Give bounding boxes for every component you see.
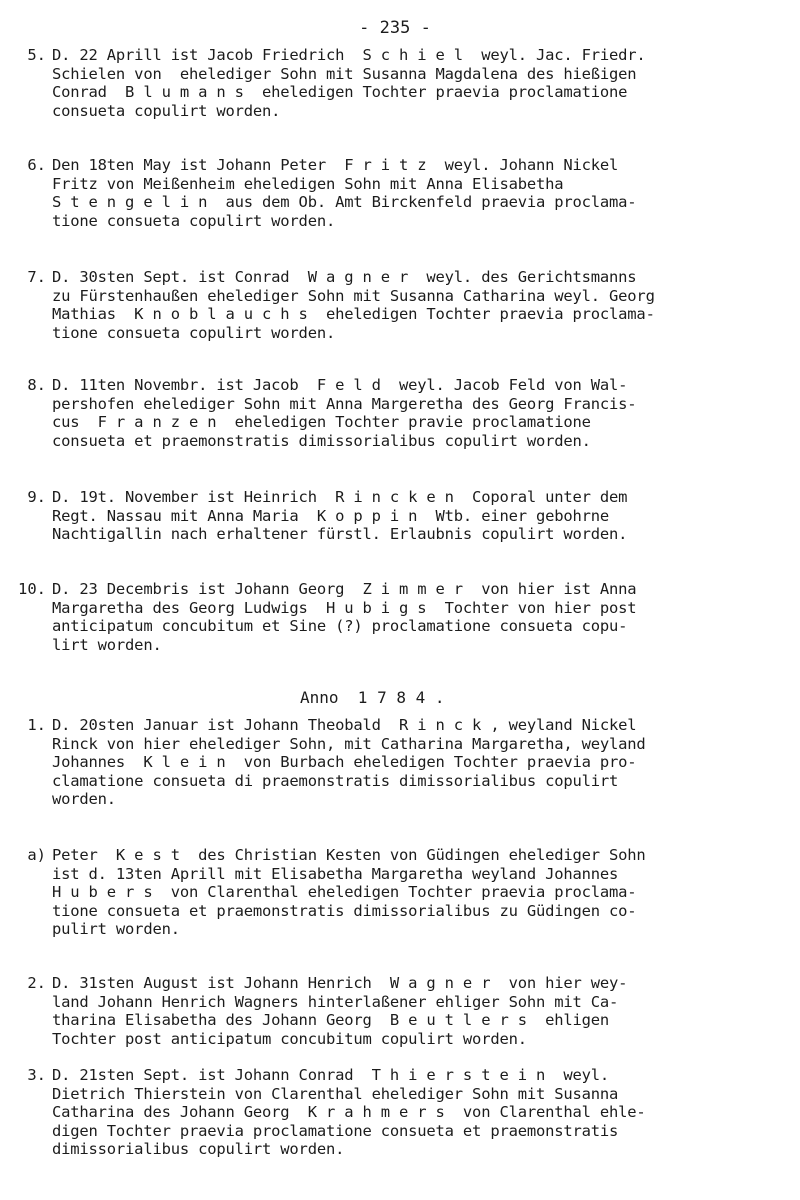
entry-line: lirt worden.: [52, 635, 162, 654]
entry-number: 2.: [27, 974, 46, 992]
entry-text: [52, 156, 798, 230]
entry-number: 9.: [27, 488, 46, 506]
entry-line: D. 30sten Sept. ist Conrad W a g n e r weyl. des Gerichtsmanns: [52, 268, 637, 286]
entry-line: D. 19t. November ist Heinrich R i n c k e n Coporal unter dem: [52, 488, 628, 506]
entry-text: [52, 974, 798, 1048]
entry-line: Regt. Nassau mit Anna Maria K o p p i n Wtb. einer gebohrne: [52, 506, 610, 525]
entry-line: D. 20sten Januar ist Johann Theobald R i n c k , weyland Nickel: [52, 716, 637, 734]
entry-line: D. 31sten August ist Johann Henrich W a g n e r von hier wey-: [52, 974, 628, 992]
page-number: - 235 -: [359, 18, 431, 38]
entry-line: Peter K e s t des Christian Kesten von Güdingen ehelediger Sohn: [52, 846, 646, 864]
entry-text: [52, 580, 798, 654]
entry-text: [52, 488, 798, 544]
entry-text: [52, 716, 798, 809]
entry-line: anticipatum concubitum et Sine (?) proclamatione consueta copu-: [52, 617, 628, 636]
entry-text: [52, 46, 798, 120]
entry-number: 5.: [27, 46, 46, 64]
entry-line: cus F r a n z e n eheledigen Tochter pravie proclamatione: [52, 413, 591, 432]
entry-line: Den 18ten May ist Johann Peter F r i t z weyl. Johann Nickel: [52, 156, 619, 174]
entry-line: Margaretha des Georg Ludwigs H u b i g s Tochter von hier post: [52, 598, 637, 617]
entry-line: Johannes K l e i n von Burbach eheledigen Tochter praevia pro-: [52, 753, 637, 772]
entry-line: Mathias K n o b l a u c h s eheledigen Tochter praevia proclama-: [52, 305, 655, 324]
entry-line: dimissorialibus copulirt worden.: [52, 1140, 345, 1159]
entry-line: D. 11ten Novembr. ist Jacob F e l d weyl. Jacob Feld von Wal-: [52, 376, 628, 394]
entry-line: Catharina des Johann Georg K r a h m e r s von Clarenthal ehle-: [52, 1103, 646, 1122]
entry-line: land Johann Henrich Wagners hinterlaßener ehliger Sohn mit Ca-: [52, 992, 619, 1011]
entry-text: [52, 376, 798, 450]
entry-line: Tochter post anticipatum concubitum copulirt worden.: [52, 1029, 527, 1048]
entry-number: 10.: [18, 580, 46, 598]
entry-line: D. 21sten Sept. ist Johann Conrad T h i e r s t e i n weyl.: [52, 1066, 610, 1084]
entry-line: consueta copulirt worden.: [52, 101, 281, 120]
entry-line: digen Tochter praevia proclamatione consueta et praemonstratis: [52, 1121, 619, 1140]
entry-text: [52, 1066, 798, 1159]
entry-line: pershofen ehelediger Sohn mit Anna Margeretha des Georg Francis-: [52, 394, 637, 413]
entry-number: 8.: [27, 376, 46, 394]
entry-line: tione consueta copulirt worden.: [52, 211, 336, 230]
entry-line: worden.: [52, 790, 116, 809]
entry-number: 1.: [27, 716, 46, 734]
entry-line: Dietrich Thierstein von Clarenthal ehelediger Sohn mit Susanna: [52, 1084, 619, 1103]
entry-line: ist d. 13ten Aprill mit Elisabetha Margaretha weyland Johannes: [52, 864, 619, 883]
entry-line: clamatione consueta di praemonstratis dimissorialibus copulirt: [52, 771, 619, 790]
entry-text: [52, 846, 798, 939]
entry-line: Rinck von hier ehelediger Sohn, mit Catharina Margaretha, weyland: [52, 734, 646, 753]
entry-number: 3.: [27, 1066, 46, 1084]
entry-number: 7.: [27, 268, 46, 286]
entry-number: 6.: [27, 156, 46, 174]
entry-text: [52, 268, 798, 342]
entry-line: D. 23 Decembris ist Johann Georg Z i m m e r von hier ist Anna: [52, 580, 637, 598]
entry-line: Schielen von ehelediger Sohn mit Susanna Magdalena des hießigen: [52, 64, 637, 83]
entry-line: Fritz von Meißenheim eheledigen Sohn mit Anna Elisabetha: [52, 174, 564, 193]
entry-line: tharina Elisabetha des Johann Georg B e u t l e r s ehligen: [52, 1011, 610, 1030]
entry-line: tione consueta copulirt worden.: [52, 323, 336, 342]
entry-line: Nachtigallin nach erhaltener fürstl. Erlaubnis copulirt worden.: [52, 525, 628, 544]
entry-number: a): [27, 846, 46, 864]
entry-line: H u b e r s von Clarenthal eheledigen Tochter praevia proclama-: [52, 883, 637, 902]
entry-line: S t e n g e l i n aus dem Ob. Amt Birckenfeld praevia proclama-: [52, 193, 637, 212]
year-heading: Anno 1 7 8 4 .: [300, 688, 445, 707]
entry-line: D. 22 Aprill ist Jacob Friedrich S c h i e l weyl. Jac. Friedr.: [52, 46, 646, 64]
entry-line: zu Fürstenhaußen ehelediger Sohn mit Susanna Catharina weyl. Georg: [52, 286, 655, 305]
entry-line: tione consueta et praemonstratis dimissorialibus zu Güdingen co-: [52, 901, 637, 920]
entry-line: pulirt worden.: [52, 920, 180, 939]
entry-line: Conrad B l u m a n s eheledigen Tochter praevia proclamatione: [52, 83, 628, 102]
entry-line: consueta et praemonstratis dimissorialibus copulirt worden.: [52, 431, 591, 450]
